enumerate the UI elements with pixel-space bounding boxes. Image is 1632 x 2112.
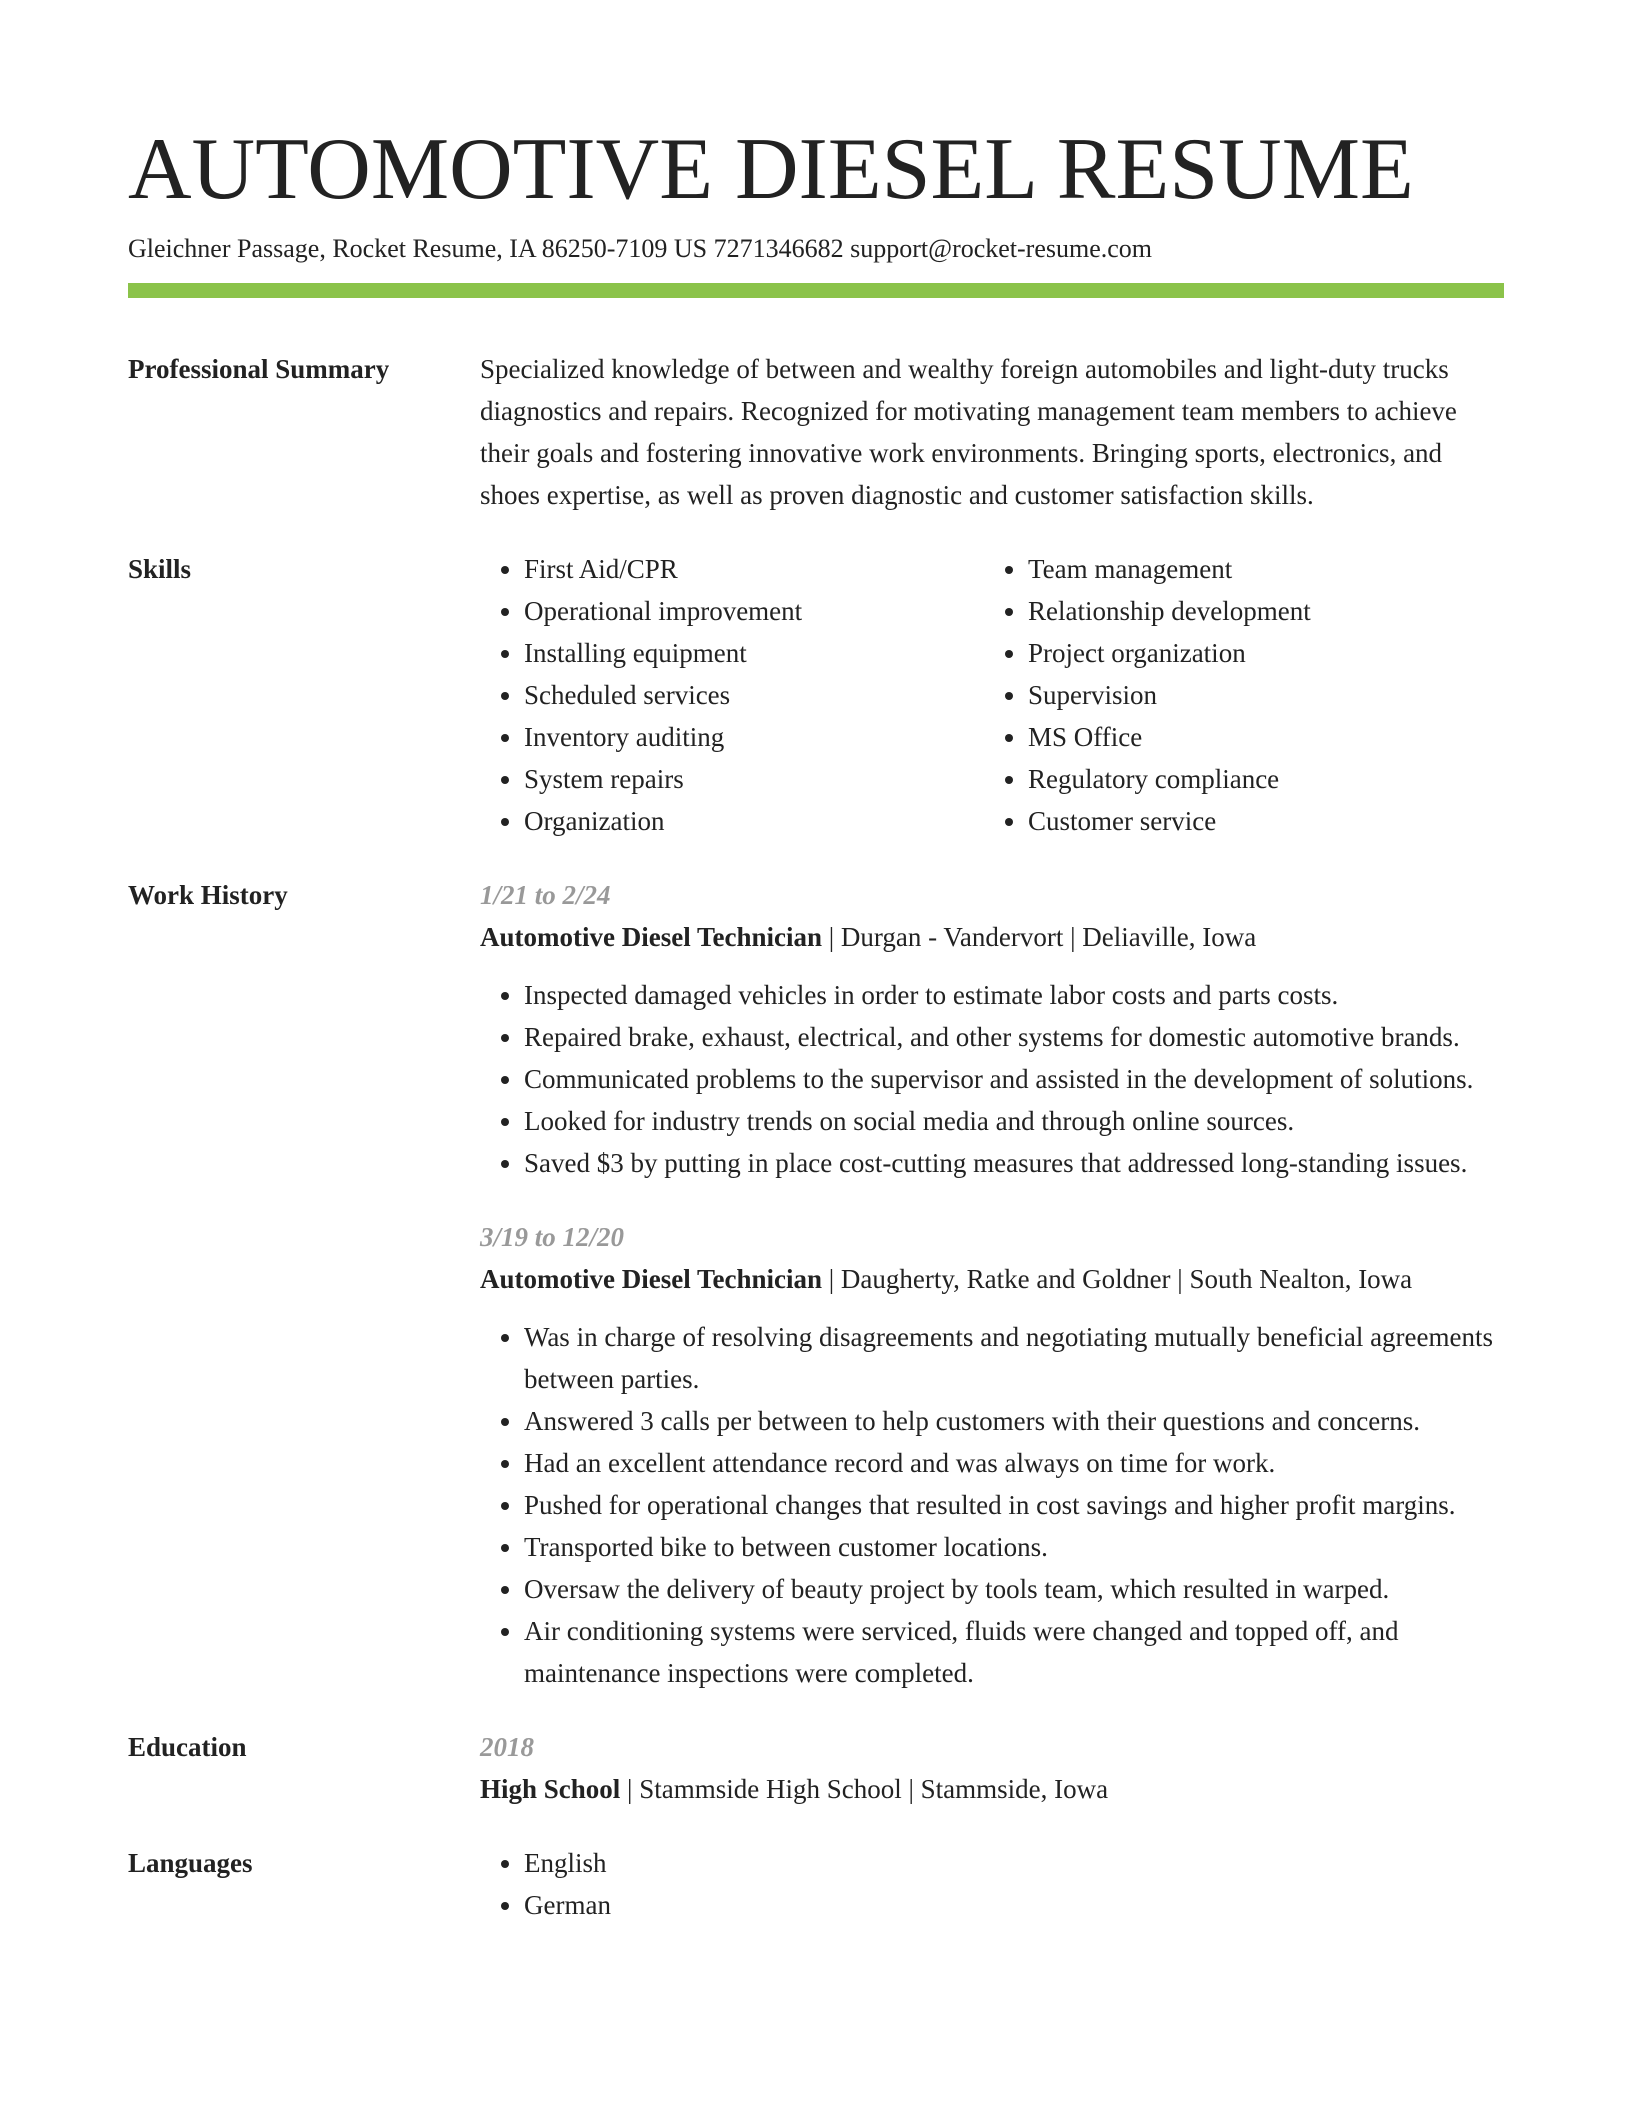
skill-item: • Regulatory compliance: [1028, 758, 1488, 800]
skill-item: • Customer service: [1028, 800, 1488, 842]
summary-section: [128, 348, 1504, 516]
languages-section: [128, 1842, 1504, 1926]
skill-item: • Inventory auditing: [524, 716, 984, 758]
skill-item: • System repairs: [524, 758, 984, 800]
job-dates: 3/19 to 12/20: [480, 1222, 625, 1252]
education-details: | Stammside High School | Stammside, Iowa: [620, 1774, 1109, 1804]
skills-column-right: [984, 548, 1488, 842]
job-details: | Daugherty, Ratke and Goldner | South Nealton, Iowa: [822, 1264, 1413, 1294]
job-bullets: [480, 974, 1504, 1184]
job-dates: 1/21 to 2/24: [480, 880, 611, 910]
education-body: [480, 1726, 1504, 1810]
job-heading: [480, 1258, 1504, 1300]
job-title: Automotive Diesel Technician: [480, 922, 822, 952]
work-history-body: [480, 874, 1504, 1694]
education-section: [128, 1726, 1504, 1810]
languages-body: [480, 1842, 1504, 1926]
education-label: Education: [128, 1732, 247, 1762]
job-bullet: • Communicated problems to the supervisor and assisted in the development of solutions.: [524, 1058, 1504, 1100]
language-item: • German: [524, 1884, 1504, 1926]
summary-text: Specialized knowledge of between and wealthy foreign automobiles and light-duty trucks diagnostics and repairs. Recognized for motivating management team members to achieve their goals and fostering innovative work environments. Bringing sports, electronics, and shoes expertise, as well as proven diagnostic and customer satisfaction skills.: [480, 354, 1457, 510]
job-bullet: • Pushed for operational changes that resulted in cost savings and higher profit margins.: [524, 1484, 1504, 1526]
contact-line: Gleichner Passage, Rocket Resume, IA 86250-7109 US 7271346682 support@rocket-resume.com: [128, 234, 1153, 263]
job-bullet: • Repaired brake, exhaust, electrical, and other systems for domestic automotive brands.: [524, 1016, 1504, 1058]
work-history-label: Work History: [128, 880, 288, 910]
job-bullet: • Answered 3 calls per between to help customers with their questions and concerns.: [524, 1400, 1504, 1442]
skills-section: [128, 548, 1504, 842]
job-bullet: • Oversaw the delivery of beauty project by tools team, which resulted in warped.: [524, 1568, 1504, 1610]
education-year: 2018: [480, 1732, 534, 1762]
summary-label: Professional Summary: [128, 354, 390, 384]
skill-item: • MS Office: [1028, 716, 1488, 758]
job-details: | Durgan - Vandervort | Deliaville, Iowa: [822, 922, 1257, 952]
job-bullet: • Was in charge of resolving disagreements and negotiating mutually beneficial agreements between parties.: [524, 1316, 1504, 1400]
skill-item: • Organization: [524, 800, 984, 842]
job-entry: [480, 1216, 1504, 1694]
skills-label: Skills: [128, 554, 192, 584]
job-bullet: • Saved $3 by putting in place cost-cutting measures that addressed long-standing issues.: [524, 1142, 1504, 1184]
header-divider: [128, 283, 1504, 298]
job-bullet: • Looked for industry trends on social media and through online sources.: [524, 1100, 1504, 1142]
job-heading: [480, 916, 1504, 958]
skill-item: • Team management: [1028, 548, 1488, 590]
education-degree: High School: [480, 1774, 621, 1804]
job-bullet: • Air conditioning systems were serviced, fluids were changed and topped off, and maintenance inspections were completed.: [524, 1610, 1504, 1694]
job-entry: [480, 874, 1504, 1184]
job-bullet: • Had an excellent attendance record and was always on time for work.: [524, 1442, 1504, 1484]
resume-page: [128, 0, 1504, 1926]
skill-item: • Installing equipment: [524, 632, 984, 674]
skill-item: • Scheduled services: [524, 674, 984, 716]
skill-item: • Supervision: [1028, 674, 1488, 716]
language-item: • English: [524, 1842, 1504, 1884]
education-heading: [480, 1768, 1504, 1810]
job-bullet: • Transported bike to between customer locations.: [524, 1526, 1504, 1568]
skill-item: • Relationship development: [1028, 590, 1488, 632]
work-history-section: [128, 874, 1504, 1694]
job-bullets: [480, 1316, 1504, 1694]
skill-item: • Project organization: [1028, 632, 1488, 674]
skills-list-left: [480, 548, 984, 842]
languages-list: [480, 1842, 1504, 1926]
skill-item: • First Aid/CPR: [524, 548, 984, 590]
skills-columns: [480, 548, 1504, 842]
skills-list-right: [984, 548, 1488, 842]
languages-label: Languages: [128, 1848, 253, 1878]
job-title: Automotive Diesel Technician: [480, 1264, 822, 1294]
job-bullet: • Inspected damaged vehicles in order to estimate labor costs and parts costs.: [524, 974, 1504, 1016]
skill-item: • Operational improvement: [524, 590, 984, 632]
resume-title: AUTOMOTIVE DIESEL RESUME: [128, 121, 1414, 218]
skills-column-left: [480, 548, 984, 842]
